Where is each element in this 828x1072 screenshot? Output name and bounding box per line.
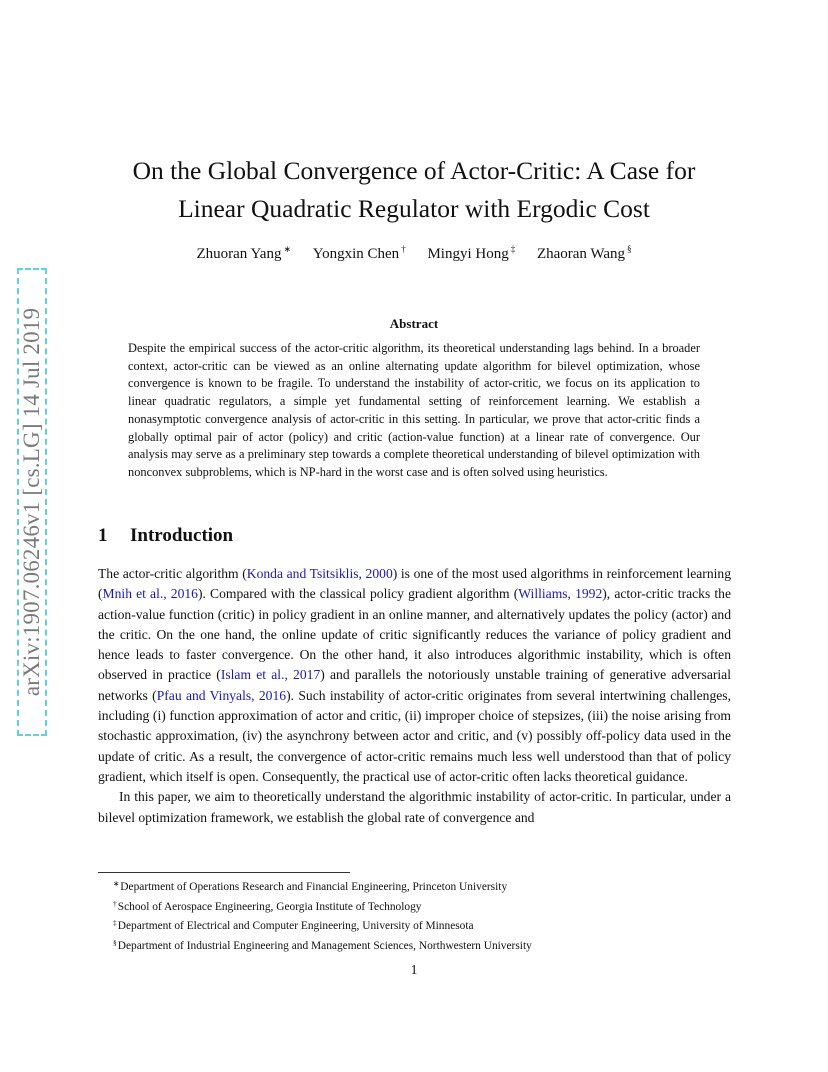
footnote: †School of Aerospace Engineering, Georgia Institute of Technology xyxy=(113,898,422,913)
intro-paragraph-2: In this paper, we aim to theoretically understand the algorithmic instability of actor-critic. In particular, under a bilevel optimization framework, we establish the global rate of convergence and xyxy=(98,789,731,825)
section-number: 1 xyxy=(98,525,108,546)
author: Mingyi Hong ‡ xyxy=(427,244,516,262)
title-line-2: Linear Quadratic Regulator with Ergodic Cost xyxy=(178,194,650,223)
affiliation-mark: ∗ xyxy=(283,244,292,254)
citation-link[interactable]: Pfau and Vinyals, 2016 xyxy=(156,687,287,703)
abstract-text: Despite the empirical success of the actor-critic algorithm, its theoretical understanding lags behind. In a broader context, actor-critic can be viewed as an online alternating update algorithm for bilevel optimization, whose convergence is known to be fragile. To understand the instability of actor-critic, we focus on its application to linear quadratic regulators, a simple yet fundamental setting of reinforcement learning. We establish a nonasymptotic convergence analysis of actor-critic in this setting. In particular, we prove that actor-critic finds a globally optimal pair of actor (policy) and critic (action-value function) at a linear rate of convergence. Our analysis may serve as a preliminary step towards a complete theoretical understanding of bilevel optimization with nonconvex subproblems, which is NP-hard in the worst case and is often solved using heuristics. xyxy=(128,341,700,479)
intro-paragraph-1: The actor-critic algorithm (Konda and Tsitsiklis, 2000) is one of the most used algorithms in reinforcement learning (Mnih et al., 2016). Compared with the classical policy gradient algorithm (Williams, 1992), actor-critic tracks the action-value function (critic) in policy gradient in an online manner, and alternatively updates the policy (actor) and the critic. On the one hand, the online update of critic significantly reduces the variance of policy gradient and hence leads to faster convergence. On the other hand, it also introduces algorithmic instability, which is often observed in practice (Islam et al., 2017) and parallels the notoriously unstable training of generative adversarial networks (Pfau and Vinyals, 2016). Such instability of actor-critic originates from several intertwining challenges, including (i) function approximation of actor and critic, (ii) improper choice of stepsizes, (iii) the noise arising from stochastic approximation, (iv) the asynchrony between actor and critic, and (v) possibly off-policy data used in the update of critic. As a result, the convergence of actor-critic remains much less well understood than that of policy gradient, which itself is open. Consequently, the practical use of actor-critic often lacks theoretical guidance. xyxy=(98,566,732,784)
citation-link[interactable]: Mnih et al., 2016 xyxy=(102,586,198,602)
citation-link[interactable]: Williams, 1992 xyxy=(518,586,603,602)
author: Zhaoran Wang § xyxy=(536,244,632,262)
footnote: §Department of Industrial Engineering and Management Sciences, Northwestern University xyxy=(113,937,532,952)
citation-link[interactable]: Konda and Tsitsiklis, 2000 xyxy=(246,566,393,581)
citation-link[interactable]: Islam et al., 2017 xyxy=(220,667,321,683)
affiliation-mark: † xyxy=(401,244,406,254)
affiliation-mark: § xyxy=(627,244,632,254)
page-number: 1 xyxy=(410,962,418,977)
section-heading xyxy=(98,525,233,547)
footnote: ‡Department of Electrical and Computer Engineering, University of Minnesota xyxy=(113,918,474,933)
author: Yongxin Chen † xyxy=(312,244,406,262)
footnote-rule xyxy=(98,872,350,873)
affiliation-mark: ‡ xyxy=(510,244,516,254)
title-line-1: On the Global Convergence of Actor-Critic: A Case for xyxy=(132,156,696,185)
arxiv-identifier[interactable]: arXiv:1907.06246v1 [cs.LG] 14 Jul 2019 xyxy=(19,307,44,697)
author-list xyxy=(60,244,768,263)
footnote: ∗Department of Operations Research and Financial Engineering, Princeton University xyxy=(113,879,508,893)
introduction-body xyxy=(98,564,731,828)
author: Zhuoran Yang ∗ xyxy=(196,244,292,262)
abstract-heading: Abstract xyxy=(389,316,439,331)
section-title: Introduction xyxy=(130,525,234,546)
paper-title xyxy=(60,152,768,228)
footnotes xyxy=(113,876,733,954)
